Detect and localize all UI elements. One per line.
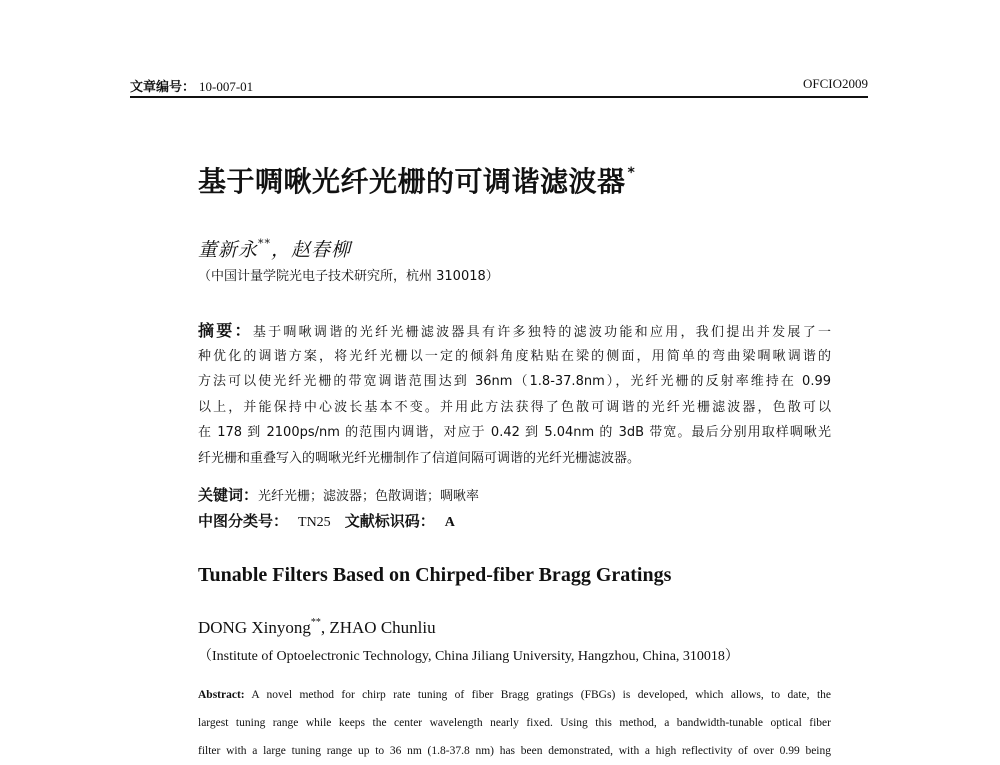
abstract-en-label: Abstract: <box>198 689 245 701</box>
abstract-cn-line: 在 178 到 2100ps/nm 的范围内调谐，对应于 0.42 到 5.04nm 的 3dB 带宽。最后分别用取样啁啾光 <box>198 425 831 440</box>
clc-value: TN25 <box>298 515 331 530</box>
page-header <box>130 74 868 98</box>
title-footnote-mark: * <box>627 165 636 181</box>
article-number-value: 10-007-01 <box>199 79 254 94</box>
keywords-value: 光纤光栅；滤波器；色散调谐；啁啾率 <box>258 489 480 504</box>
abstract-en-line: filter with a large tuning range up to 36 nm (1.8-37.8 nm) has been demonstrated, with a high reflectivity of over 0.99 being <box>198 745 831 757</box>
article-number-label: 文章编号： <box>130 80 196 95</box>
author-cn-2: 赵春柳 <box>291 239 352 261</box>
keywords-cn <box>198 484 479 505</box>
abstract-cn-line: 纤光栅和重叠写入的啁啾光纤光栅制作了信道间隔可调谐的光纤光栅滤波器。 <box>198 450 641 466</box>
abstract-cn-line: 方法可以使光纤光栅的带宽调谐范围达到 36nm（1.8-37.8nm），光纤光栅的反射率维持在 0.99 <box>198 374 831 389</box>
article-number <box>130 76 253 95</box>
authors-cn <box>198 235 351 262</box>
abstract-cn-line: 种优化的调谐方案，将光纤光栅以一定的倾斜角度粘贴在梁的侧面，用简单的弯曲梁啁啾调谐的 <box>198 348 831 364</box>
conference-code: OFCIO2009 <box>802 76 868 91</box>
abstract-en-line: largest tuning range while keeps the center wavelength nearly fixed. Using this method, a bandwidth-tunable optical fiber <box>198 717 831 729</box>
author-en-rest: , ZHAO Chunliu <box>320 618 436 637</box>
author-cn-1: 董新永 <box>198 239 259 261</box>
paper-title-en: Tunable Filters Based on Chirped-fiber Bragg Gratings <box>198 564 672 586</box>
author-cn-1-mark: ** <box>258 237 272 250</box>
clc-label: 中图分类号： <box>198 512 289 530</box>
paper-title-cn-text: 基于啁啾光纤光栅的可调谐滤波器 <box>198 165 626 198</box>
doc-code-label: 文献标识码： <box>344 512 435 530</box>
abstract-cn <box>198 318 831 471</box>
abstract-cn-label: 摘要： <box>198 321 253 340</box>
classification-cn <box>198 510 455 531</box>
doc-code-value: A <box>444 515 455 530</box>
abstract-en-line: Abstract: A novel method for chirp rate tuning of fiber Bragg gratings (FBGs) is developed, which allows, to date, the <box>198 689 831 701</box>
paper-title-cn <box>198 160 635 200</box>
affiliation-en: （Institute of Optoelectronic Technology, China Jiliang University, Hangzhou, China, 310018） <box>198 649 739 664</box>
affiliation-cn: （中国计量学院光电子技术研究所，杭州 310018） <box>198 269 499 284</box>
author-separator: ， <box>271 239 292 261</box>
author-en-1-mark: ** <box>310 617 321 628</box>
author-en-1: DONG Xinyong <box>198 618 311 637</box>
authors-en <box>198 617 436 638</box>
abstract-en <box>198 681 831 765</box>
abstract-cn-line: 以上，并能保持中心波长基本不变。并用此方法获得了色散可调谐的光纤光栅滤波器，色散可以 <box>198 399 831 415</box>
keywords-label: 关键词： <box>198 486 259 504</box>
abstract-cn-line: 摘要：基于啁啾调谐的光纤光栅滤波器具有许多独特的滤波功能和应用，我们提出并发展了一 <box>198 321 831 340</box>
